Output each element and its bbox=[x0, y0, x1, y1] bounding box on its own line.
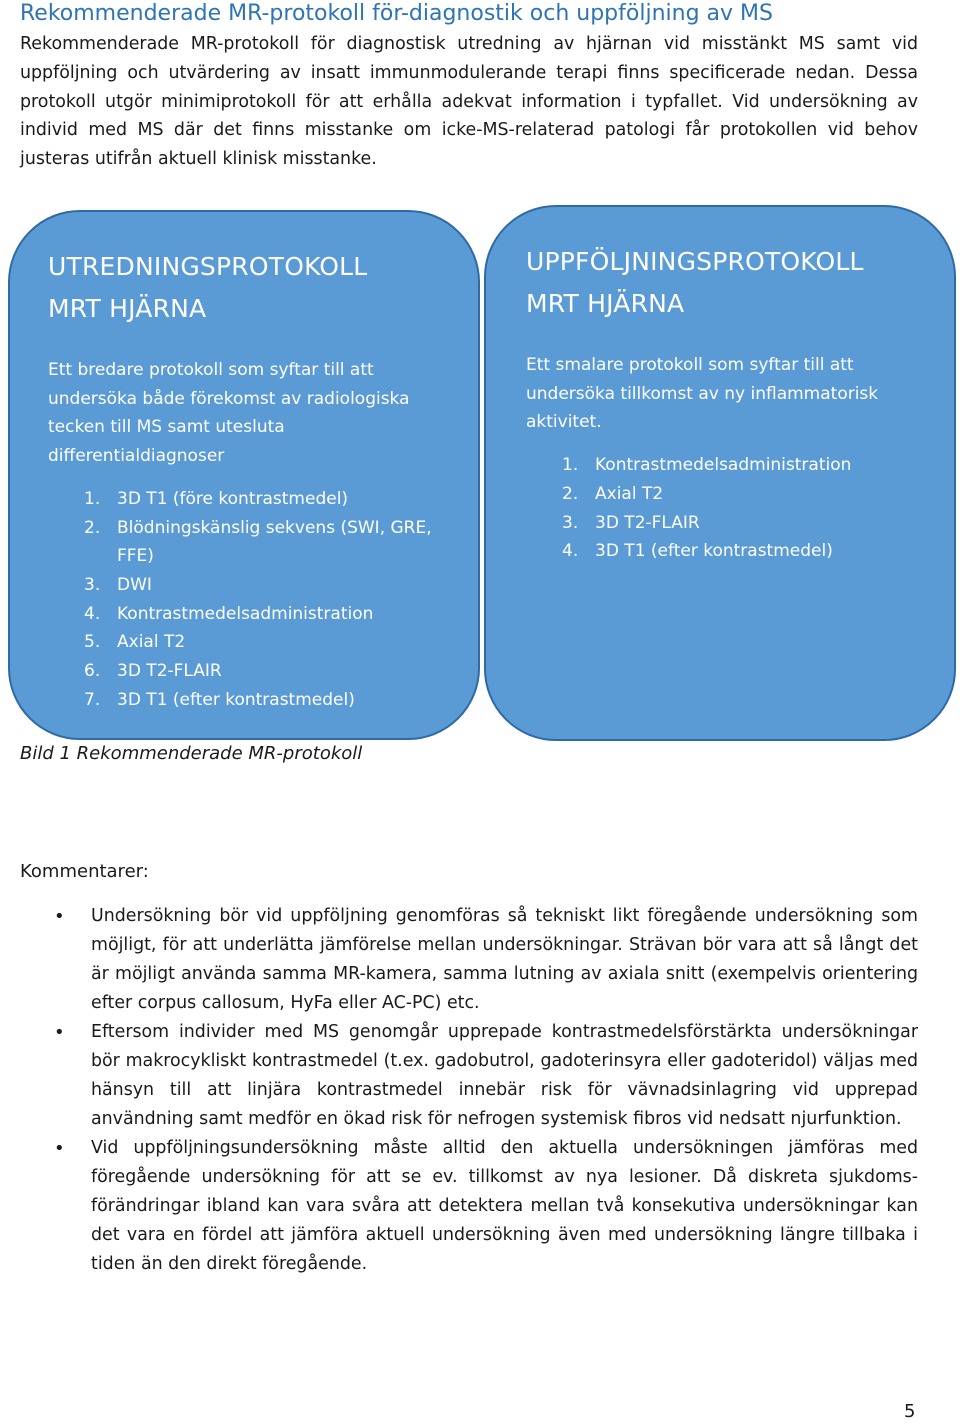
page-number: 5 bbox=[904, 1401, 916, 1422]
protocol-list bbox=[48, 485, 448, 715]
list-number: 7. bbox=[84, 689, 101, 710]
list-item bbox=[84, 571, 448, 600]
box-title-line: MRT HJÄRNA bbox=[48, 294, 207, 323]
list-item bbox=[562, 509, 924, 538]
uppfoljningsprotokoll-box bbox=[484, 205, 956, 741]
list-item-text: 3D T2-FLAIR bbox=[595, 512, 700, 533]
list-item bbox=[84, 686, 448, 715]
list-item-text: Kontrastmedelsadministration bbox=[595, 455, 852, 476]
list-item bbox=[562, 537, 924, 566]
list-item-text: Axial T2 bbox=[595, 483, 664, 504]
bullet-icon: • bbox=[54, 906, 65, 927]
section-heading: Rekommenderade MR-protokoll för-diagnostik och uppföljning av MS bbox=[20, 1, 773, 26]
list-item bbox=[84, 485, 448, 514]
list-number: 2. bbox=[84, 517, 101, 538]
comment-text: Vid uppföljningsundersökning måste alltid den aktuella undersökningen jämföras med föregående undersökning för att se ev. tillkomst av nya lesioner. Då diskreta sjukdoms-förändringar ibland kan vara svåra att detektera mellan två konsekutiva undersökningar kan det vara en fördel att jämföra aktuell undersökning även med undersökning längre tillbaka i tiden än den direkt föregående. bbox=[91, 1138, 918, 1274]
box-title-line: MRT HJÄRNA bbox=[526, 289, 685, 318]
list-item bbox=[84, 628, 448, 657]
bullet-icon: • bbox=[54, 1022, 65, 1043]
comment-item bbox=[20, 1134, 918, 1279]
box-description: Ett smalare protokoll som syftar till att undersöka tillkomst av ny inflammatorisk aktivitet. bbox=[526, 355, 879, 433]
list-number: 1. bbox=[84, 488, 101, 509]
list-item bbox=[84, 657, 448, 686]
list-item bbox=[84, 514, 448, 571]
figure-caption: Bild 1 Rekommenderade MR-protokoll bbox=[20, 743, 363, 764]
list-item-text: 3D T1 (före kontrastmedel) bbox=[117, 488, 349, 509]
list-number: 2. bbox=[562, 483, 579, 504]
protocol-list bbox=[526, 451, 924, 566]
list-number: 6. bbox=[84, 661, 101, 682]
list-item-text: Axial T2 bbox=[117, 632, 186, 653]
comment-text: Eftersom individer med MS genomgår upprepade kontrastmedelsförstärkta undersökningar bör makrocykliskt kontrastmedel (t.ex. gadobutrol, gadoterinsyra eller gadoteridol) väljas med hänsyn till att linjära kontrastmedel innebär risk för vävnadsinlagring vid upprepad användning samt medför en ökad risk för nefrogen systemisk fibros vid nedsatt njurfunktion. bbox=[91, 1022, 918, 1129]
comments-list bbox=[20, 902, 918, 1279]
comment-item bbox=[20, 902, 918, 1018]
list-item-text: 3D T1 (efter kontrastmedel) bbox=[117, 689, 355, 710]
list-number: 5. bbox=[84, 632, 101, 653]
list-number: 3. bbox=[562, 512, 579, 533]
list-number: 4. bbox=[84, 603, 101, 624]
list-item-text: 3D T2-FLAIR bbox=[117, 661, 222, 682]
box-title-line: UTREDNINGSPROTOKOLL bbox=[48, 252, 368, 281]
box-title bbox=[526, 241, 924, 325]
comments-label: Kommentarer: bbox=[20, 861, 149, 882]
box-description: Ett bredare protokoll som syftar till att undersöka både förekomst av radiologiska tecken till MS samt utesluta differentialdiagnoser bbox=[48, 360, 410, 467]
list-item bbox=[562, 480, 924, 509]
list-number: 1. bbox=[562, 455, 579, 476]
list-item-text: DWI bbox=[117, 574, 152, 595]
list-item bbox=[84, 600, 448, 629]
utredningsprotokoll-box bbox=[8, 210, 480, 740]
list-item-text: 3D T1 (efter kontrastmedel) bbox=[595, 541, 833, 562]
comment-item bbox=[20, 1018, 918, 1134]
list-item-text: Kontrastmedelsadministration bbox=[117, 603, 374, 624]
comment-text: Undersökning bör vid uppföljning genomföras så tekniskt likt föregående undersökning som möjligt, för att underlätta jämförelse mellan undersökningar. Strävan bör vara att så långt det är möjligt använda samma MR-kamera, samma lutning av axiala snitt (exempelvis orientering efter corpus callosum, HyFa eller AC-PC) etc. bbox=[91, 906, 918, 1013]
intro-paragraph: Rekommenderade MR-protokoll för diagnostisk utredning av hjärnan vid misstänkt MS samt vid uppföljning och utvärdering av insatt immunmodulerande terapi finns specificerade nedan. Dessa protokoll utgör minimiprotokoll för att erhålla adekvat information i typfallet. Vid undersökning av individ med MS där det finns misstanke om icke-MS-relaterad patologi får protokollen vid behov justeras utifrån aktuell klinisk misstanke. bbox=[20, 34, 918, 170]
box-title bbox=[48, 246, 448, 330]
bullet-icon: • bbox=[54, 1138, 65, 1159]
list-number: 3. bbox=[84, 574, 101, 595]
list-number: 4. bbox=[562, 541, 579, 562]
list-item bbox=[562, 451, 924, 480]
box-title-line: UPPFÖLJNINGSPROTOKOLL bbox=[526, 247, 864, 276]
list-item-text: Blödningskänslig sekvens (SWI, GRE, FFE) bbox=[117, 517, 432, 567]
